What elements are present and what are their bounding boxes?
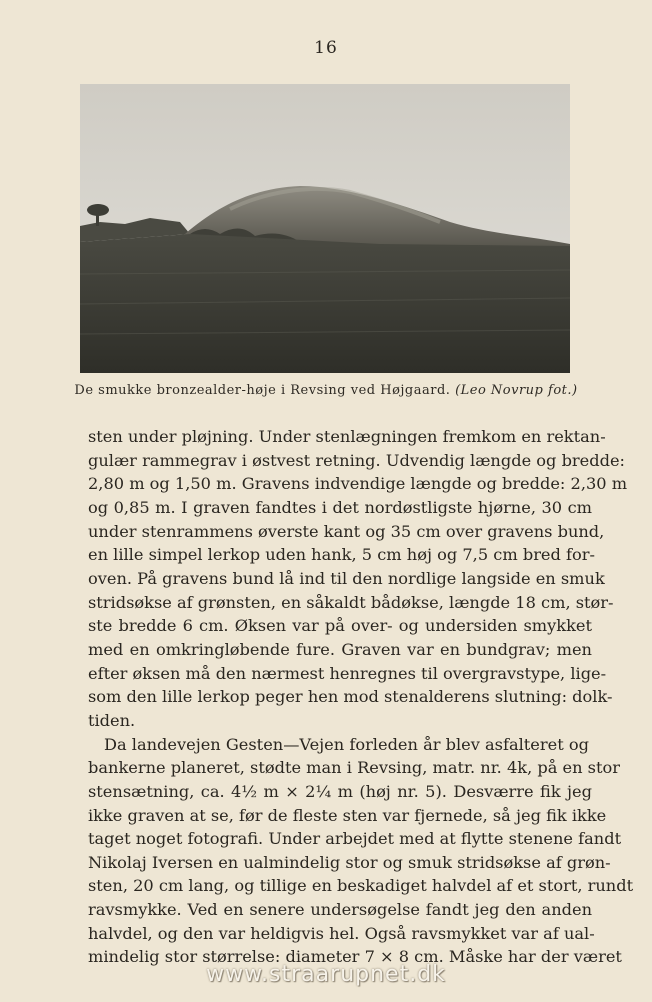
burial-mound-photo xyxy=(80,84,570,373)
text-line: ikke graven at se, før de fleste sten var fjernede, så jeg fik ikke xyxy=(88,805,607,825)
text-line: som den lille lerkop peger hen mod stenalderens slutning: dolk- xyxy=(88,687,613,707)
text-line: bankerne planeret, stødte man i Revsing, matr. nr. 4k, på en stor xyxy=(88,758,620,778)
landscape-photo-icon xyxy=(80,84,570,373)
text-line: taget noget fotografi. Under arbejdet med at flytte stenene fandt xyxy=(88,829,622,849)
caption-credit: (Leo Novrup fot.) xyxy=(455,383,578,398)
text-line: med en omkringløbende fure. Graven var en bundgrav; men xyxy=(88,639,592,659)
text-line: halvdel, og den var heldigvis hel. Også ravsmykket var af ual- xyxy=(88,923,595,943)
page-number: 16 xyxy=(314,38,338,58)
text-line: en lille simpel lerkop uden hank, 5 cm høj og 7,5 cm bred for- xyxy=(88,545,595,565)
text-line: tiden. xyxy=(88,710,136,730)
photo-caption xyxy=(0,383,652,398)
watermark: www.straarupnet.dk xyxy=(206,962,446,987)
text-line: sten, 20 cm lang, og tillige en beskadiget halvdel af et stort, rundt xyxy=(88,876,634,896)
paragraph-start: Da landevejen Gesten—Vejen forleden år blev asfalteret og xyxy=(104,734,589,754)
text-line: efter øksen må den nærmest henregnes til overgravstype, lige- xyxy=(88,663,607,683)
text-line: oven. På gravens bund lå ind til den nordlige langside en smuk xyxy=(88,568,605,588)
text-line: ste bredde 6 cm. Øksen var på over- og undersiden smykket xyxy=(88,616,592,636)
text-line: ravsmykke. Ved en senere undersøgelse fandt jeg den anden xyxy=(88,900,592,920)
text-line: mindelig stor størrelse: diameter 7 × 8 cm. Måske har der været xyxy=(88,947,622,967)
text-line: stensætning, ca. 4½ m × 2¼ m (høj nr. 5). Desværre fik jeg xyxy=(88,781,592,801)
text-line: stridsøkse af grønsten, en såkaldt bådøkse, længde 18 cm, stør- xyxy=(88,592,614,612)
text-line-indented xyxy=(88,733,589,757)
text-line: gulær rammegrav i østvest retning. Udvendig længde og bredde: xyxy=(88,450,626,470)
body-text xyxy=(88,425,634,969)
text-line: 2,80 m og 1,50 m. Gravens indvendige længde og bredde: 2,30 m xyxy=(88,474,628,494)
text-line: Nikolaj Iversen en ualmindelig stor og smuk stridsøkse af grøn- xyxy=(88,852,611,872)
text-line: og 0,85 m. I graven fandtes i det nordøstligste hjørne, 30 cm xyxy=(88,497,592,517)
caption-text: De smukke bronzealder-høje i Revsing ved Højgaard. xyxy=(74,383,451,398)
text-line: under stenrammens øverste kant og 35 cm over gravens bund, xyxy=(88,521,605,541)
text-line: sten under pløjning. Under stenlægningen fremkom en rektan- xyxy=(88,427,606,446)
